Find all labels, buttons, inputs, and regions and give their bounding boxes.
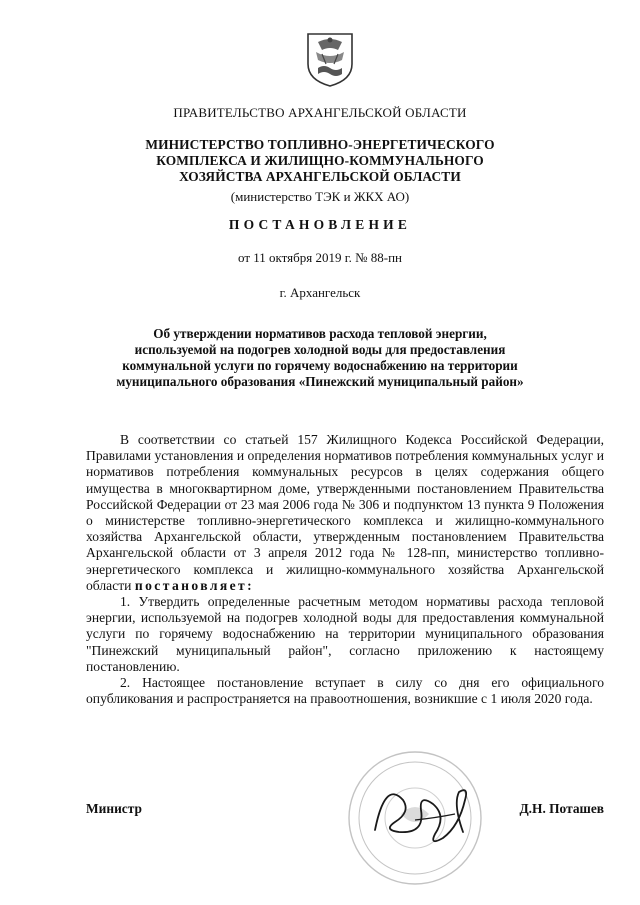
title-line: Об утверждении нормативов расхода тепловой энергии,	[153, 326, 487, 341]
signatory-name: Д.Н. Поташев	[519, 801, 604, 816]
document-city: г. Архангельск	[279, 285, 361, 300]
title-line: коммунальной услуги по горячему водоснабжению на территории	[122, 358, 518, 373]
ministry-line: МИНИСТЕРСТВО ТОПЛИВНО-ЭНЕРГЕТИЧЕСКОГО	[145, 137, 495, 152]
preamble-text: В соответствии со статьей 157 Жилищного Кодекса Российской Федерации, Правилами установления и определения нормативов потребления коммунальных услуг и нормативов потребления коммунальных ресурсов в целях содержания общего имущества в многоквартирном доме, утвержденными постановлением Правительства Российской Федерации от 23 мая 2006 года № 306 и подпунктом 13 пункта 9 Положения о министерстве топливно-энергетического комплекса и жилищно-коммунального хозяйства Архангельской области, утвержденным постановлением Правительства Архангельской области от 3 апреля 2012 года № 128-пп, министерство топливно-энергетического комплекса и жилищно-коммунального хозяйства Архангельской области	[86, 432, 604, 593]
document-type: ПОСТАНОВЛЕНИЕ	[228, 217, 412, 232]
document-date-number: от 11 октября 2019 г. № 88-пн	[237, 250, 403, 265]
coat-of-arms-icon	[304, 30, 356, 88]
item-2-paragraph: 2. Настоящее постановление вступает в силу со дня его официального опубликования и распространяется на правоотношения, возникшие с 1 июля 2020 года.	[86, 675, 604, 707]
resolution-keyword: постановляет:	[134, 577, 255, 593]
item-1-paragraph: 1. Утвердить определенные расчетным методом нормативы расхода тепловой энергии, используемой на подогрев холодной воды для предоставления коммунальной услуги по горячему водоснабжению на территории муниципального образования "Пинежский муниципальный район", согласно приложению к настоящему постановлению.	[86, 594, 604, 674]
ministry-short-name: (министерство ТЭК и ЖКХ АО)	[230, 189, 410, 204]
preamble-paragraph	[86, 432, 604, 594]
signatory-position: Министр	[86, 801, 142, 816]
title-line: используемой на подогрев холодной воды для предоставления	[134, 342, 506, 357]
title-line: муниципального образования «Пинежский муниципальный район»	[116, 374, 524, 389]
handwritten-signature-icon	[355, 760, 495, 855]
ministry-line: КОМПЛЕКСА И ЖИЛИЩНО-КОММУНАЛЬНОГО	[156, 153, 484, 168]
ministry-line: ХОЗЯЙСТВА АРХАНГЕЛЬСКОЙ ОБЛАСТИ	[179, 169, 461, 184]
ministry-name	[0, 137, 640, 185]
document-title	[0, 326, 640, 390]
government-heading: ПРАВИТЕЛЬСТВО АРХАНГЕЛЬСКОЙ ОБЛАСТИ	[173, 105, 467, 120]
document-body	[86, 432, 604, 707]
